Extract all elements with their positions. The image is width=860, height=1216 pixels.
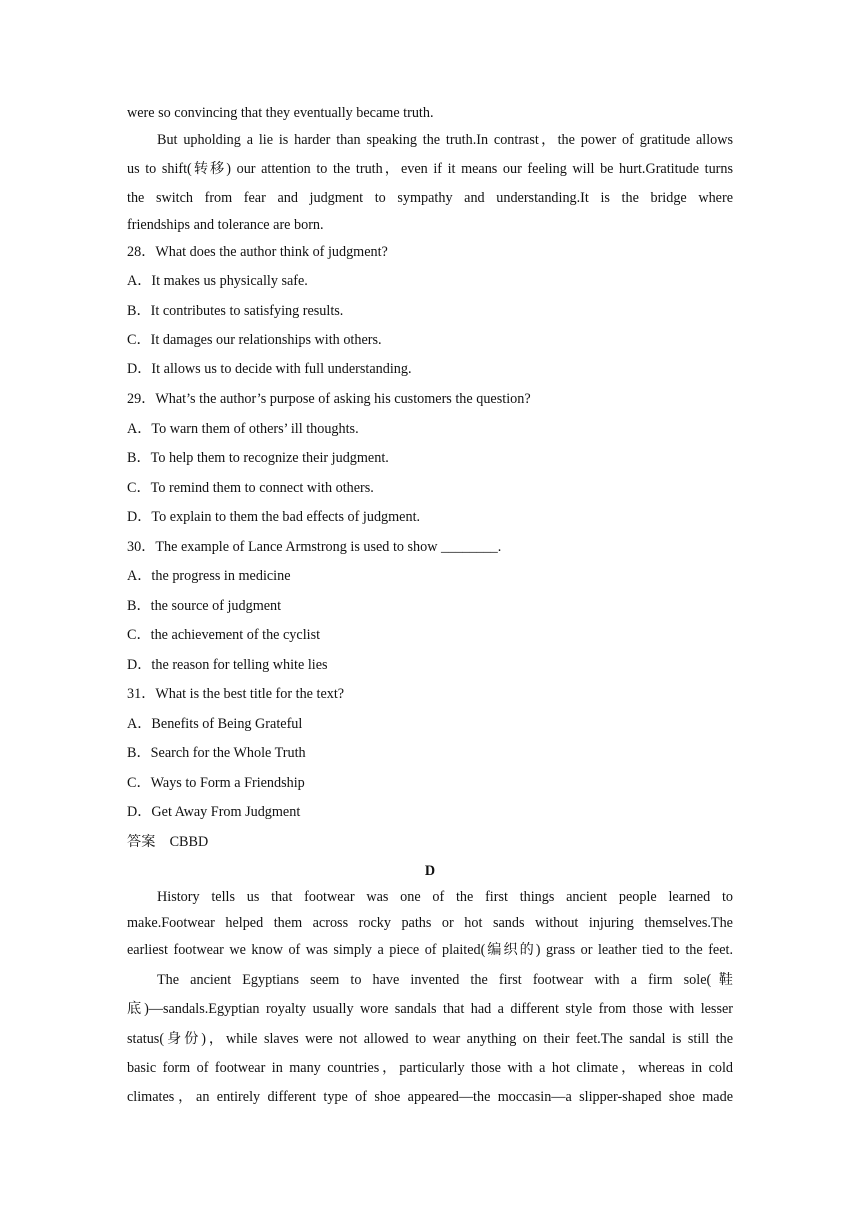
answer-option: B．To help them to recognize their judgment. (127, 450, 389, 466)
answer-option: B．Search for the Whole Truth (127, 745, 306, 761)
paragraph-line: make.Footwear helped them across rocky paths or hot sands without injuring themselves.The (127, 915, 733, 931)
paragraph-line: earliest footwear we know of was simply a piece of plaited(编织的) grass or leather tied to the feet. (127, 942, 733, 958)
paragraph-line: us to shift(转移) our attention to the truth，even if it means our feeling will be hurt.Gratitude turns (127, 161, 733, 177)
paragraph-line: were so convincing that they eventually became truth. (127, 105, 434, 121)
paragraph-line: basic form of footwear in many countries，particularly those with a hot climate，whereas in cold (127, 1060, 733, 1076)
paragraph-line: climates，an entirely different type of shoe appeared—the moccasin—a slipper-shaped shoe made (127, 1089, 733, 1105)
question-stem: 31．What is the best title for the text? (127, 686, 345, 702)
paragraph-line: friendships and tolerance are born. (127, 217, 324, 233)
answer-option: A．Benefits of Being Grateful (127, 716, 303, 732)
answer-option: D．the reason for telling white lies (127, 657, 328, 673)
answer-option: D．It allows us to decide with full understanding. (127, 361, 412, 377)
section-heading: D (424, 863, 436, 879)
answer-option: C．Ways to Form a Friendship (127, 775, 305, 791)
answer-option: A．the progress in medicine (127, 568, 291, 584)
paragraph-line: the switch from fear and judgment to sympathy and understanding.It is the bridge where (127, 190, 733, 206)
answer-key: 答案 CBBD (127, 834, 209, 850)
paragraph-line: 底)—sandals.Egyptian royalty usually wore sandals that had a different style from those with lesser (127, 1001, 733, 1017)
answer-option: B．It contributes to satisfying results. (127, 303, 344, 319)
question-stem: 30．The example of Lance Armstrong is used to show ________. (127, 539, 502, 555)
answer-option: A．To warn them of others’ ill thoughts. (127, 421, 359, 437)
answer-option: A．It makes us physically safe. (127, 273, 308, 289)
answer-option: C．To remind them to connect with others. (127, 480, 374, 496)
answer-option: B．the source of judgment (127, 598, 282, 614)
question-stem: 29．What’s the author’s purpose of asking his customers the question? (127, 391, 531, 407)
answer-option: C．It damages our relationships with others. (127, 332, 382, 348)
answer-option: D．Get Away From Judgment (127, 804, 301, 820)
question-stem: 28．What does the author think of judgment? (127, 244, 388, 260)
paragraph-line: History tells us that footwear was one of the first things ancient people learned to (157, 889, 733, 905)
paragraph-line: status(身份)，while slaves were not allowed to wear anything on their feet.The sandal is still the (127, 1031, 733, 1047)
paragraph-line: But upholding a lie is harder than speaking the truth.In contrast，the power of gratitude allows (157, 132, 733, 148)
paragraph-line: The ancient Egyptians seem to have invented the first footwear with a firm sole(鞋 (157, 972, 733, 988)
answer-option: C．the achievement of the cyclist (127, 627, 321, 643)
answer-option: D．To explain to them the bad effects of judgment. (127, 509, 421, 525)
